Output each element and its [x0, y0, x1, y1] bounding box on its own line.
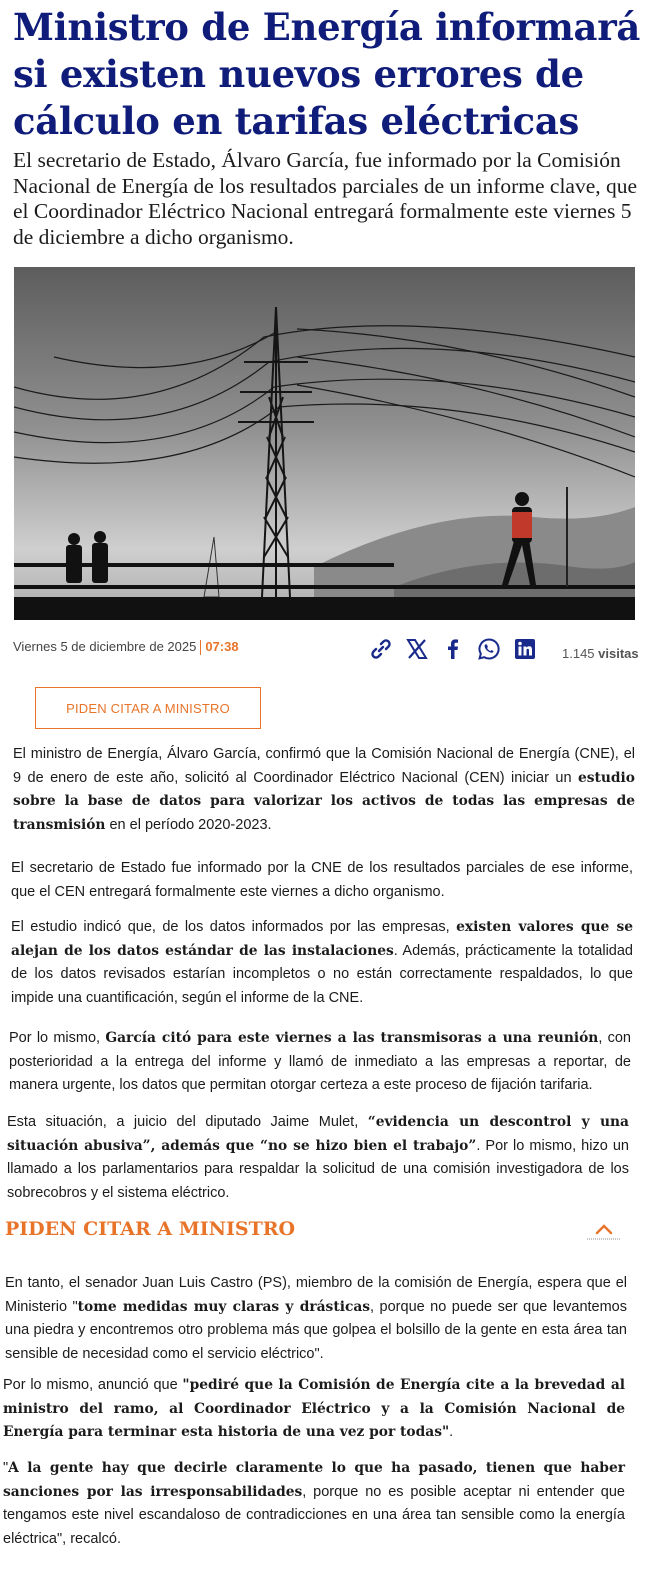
- body-paragraph: [7, 1111, 629, 1205]
- jump-to-section-button[interactable]: PIDEN CITAR A MINISTRO: [35, 687, 261, 729]
- visit-counter: [562, 646, 639, 661]
- paragraph-text: . Además, prácticamente la totalidad de los datos revisados estarían incompletos o no están correctamente respaldados, lo que impide una cuantificación, según el informe de la CNE.: [11, 942, 634, 1006]
- paragraph-text: , con posterioridad a la entrega del informe y llamó de inmediato a las empresas a reportar, de manera urgente, los datos que permitan otorgar certeza a este proceso de fijación tarifaria.: [9, 1030, 631, 1093]
- share-whatsapp-button[interactable]: [476, 636, 502, 662]
- share-facebook-button[interactable]: [440, 636, 466, 662]
- paragraph-text: . Por lo mismo, hizo un llamado a los parlamentarios para respaldar la solicitud de una comisión investigadora de los sobrecobros y el sistema eléctrico.: [7, 1137, 629, 1201]
- visits-label: visitas: [598, 646, 639, 661]
- paragraph-text: , porque no es posible aceptar ni entender que tengamos este nivel escandaloso de contradicciones en una área tan sensible como la energía eléctrica", recalcó.: [3, 1483, 625, 1547]
- chevron-up-icon: [586, 1222, 622, 1242]
- back-to-top-button[interactable]: [586, 1222, 622, 1242]
- power-tower-photo: [14, 267, 635, 620]
- paragraph-text: en el período 2020-2023.: [105, 816, 272, 833]
- paragraph-bold: A la gente hay que decirle claramente lo que ha pasado, tienen que haber sanciones por las irresponsabilidades: [3, 1460, 625, 1500]
- paragraph-bold: “evidencia un descontrol y una situación abusiva”, además que “no se hizo bien el trabajo”: [7, 1114, 630, 1154]
- paragraph-text: ": [3, 1460, 9, 1476]
- paragraph-text: , porque no puede ser que levantemos una piedra y encontremos otro problema más que golpea el bolsillo de la gente en esta área tan sensible de necesidad como el servicio eléctrico".: [5, 1298, 627, 1362]
- body-paragraph: [5, 1272, 627, 1366]
- paragraph-text: Esta situación, a juicio del diputado Jaime Mulet,: [7, 1114, 368, 1130]
- body-paragraph: [13, 743, 635, 837]
- paragraph-bold: tome medidas muy claras y drásticas: [77, 1298, 371, 1315]
- paragraph-text: El estudio indicó que, de los datos informados por las empresas,: [11, 919, 457, 935]
- body-paragraph: El secretario de Estado fue informado por la CNE de los resultados parciales de ese informe, que el CEN entregará formalmente este viernes a dicho organismo.: [11, 860, 633, 900]
- paragraph-bold: existen valores que se alejan de los datos estándar de las instalaciones: [11, 919, 633, 959]
- section-title: PIDEN CITAR A MINISTRO: [5, 1218, 296, 1240]
- paragraph-text: El ministro de Energía, Álvaro García, confirmó que la Comisión Nacional de Energía (CNE), el 9 de enero de este año, solicitó al Coordinador Eléctrico Nacional (CEN) iniciar un: [13, 746, 635, 786]
- share-bar: [368, 636, 538, 662]
- paragraph-text: Por lo mismo,: [9, 1030, 106, 1046]
- share-x-button[interactable]: [404, 636, 430, 662]
- body-paragraph: [3, 1374, 625, 1445]
- link-icon: [369, 637, 393, 661]
- date-separator: [200, 640, 201, 655]
- whatsapp-icon: [477, 637, 501, 661]
- paragraph-text: Por lo mismo, anunció que: [3, 1377, 183, 1393]
- linkedin-icon: [513, 637, 537, 661]
- article-headline: Ministro de Energía informará si existen nuevos errores de cálculo en tarifas eléctricas: [13, 5, 641, 143]
- x-icon: [405, 637, 429, 661]
- body-paragraph: [3, 1457, 625, 1551]
- paragraph-bold: García citó para este viernes a las transmisoras a una reunión: [105, 1030, 599, 1046]
- paragraph-bold: estudio sobre la base de datos para valorizar los activos de todas las empresas de transmisión: [13, 769, 635, 833]
- hero-image: [14, 267, 635, 620]
- facebook-icon: [441, 637, 465, 661]
- publish-date: [13, 639, 239, 655]
- body-paragraph: [11, 916, 633, 1010]
- visits-count: 1.145: [562, 646, 595, 661]
- share-linkedin-button[interactable]: [512, 636, 538, 662]
- share-link-button[interactable]: [368, 636, 394, 662]
- date-text: Viernes 5 de diciembre de 2025: [13, 639, 197, 654]
- publish-time: 07:38: [205, 639, 239, 654]
- paragraph-text: En tanto, el senador Juan Luis Castro (PS), miembro de la comisión de Energía, espera que el Ministerio ": [5, 1275, 627, 1315]
- body-paragraph: [9, 1027, 631, 1098]
- article-lead: El secretario de Estado, Álvaro García, fue informado por la Comisión Nacional de Energía de los resultados parciales de un informe clave, que el Coordinador Eléctrico Nacional entregará formalmente este viernes 5 de diciembre a dicho organismo.: [13, 148, 638, 249]
- paragraph-bold: "pediré que la Comisión de Energía cite a la brevedad al ministro del ramo, al Coordinador Eléctrico y a la Comisión Nacional de Energía para terminar esta historia de una vez por todas": [3, 1377, 625, 1440]
- paragraph-text: .: [449, 1424, 454, 1440]
